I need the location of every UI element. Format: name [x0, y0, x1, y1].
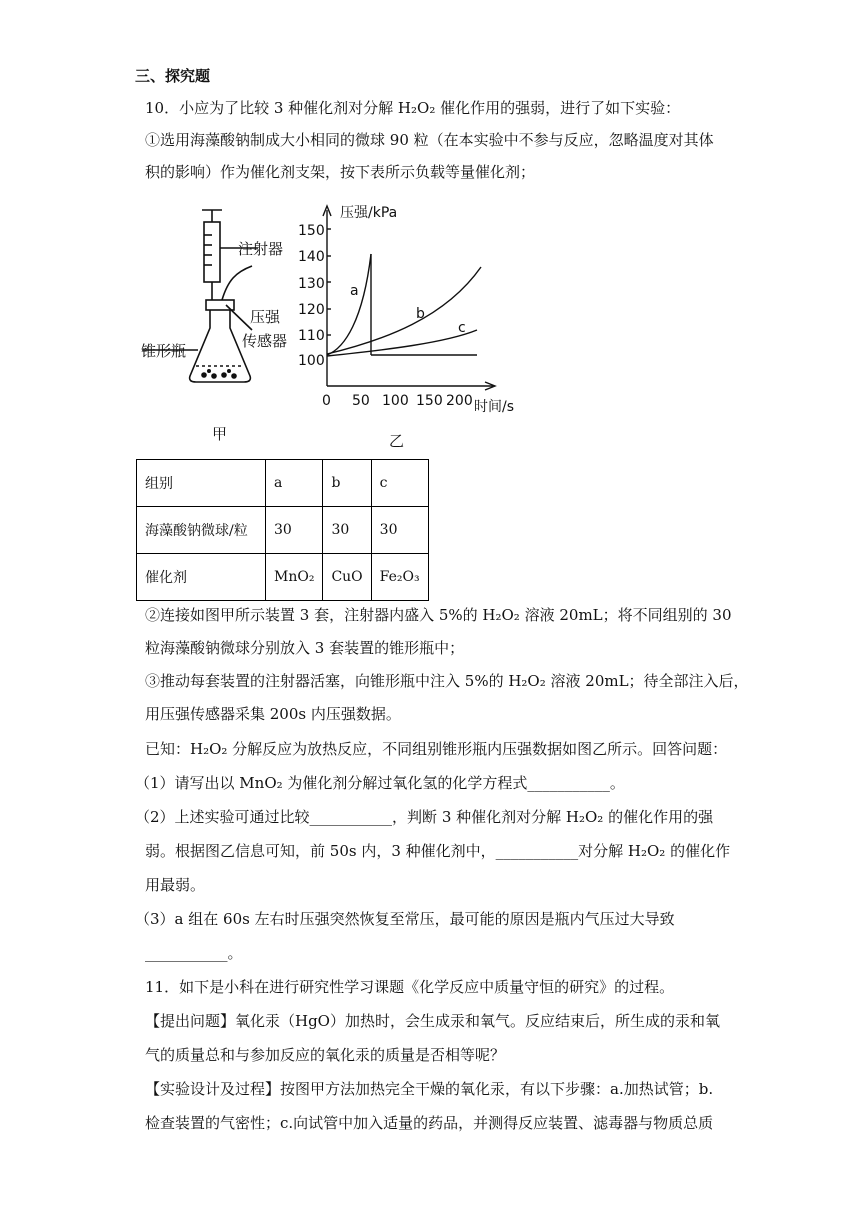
q10-intro: 10．小应为了比较 3 种催化剂对分解 H₂O₂ 催化作用的强弱，进行了如下实验：	[145, 99, 681, 117]
table-cell: 组别	[137, 460, 266, 507]
chart-ylabel: 压强/kPa	[340, 205, 398, 221]
xtick-50: 50	[352, 393, 370, 409]
q10-sub2-line3: 用最弱。	[145, 876, 206, 894]
table-row	[137, 554, 429, 601]
syringe-label: 注射器	[238, 240, 284, 258]
table-cell: 海藻酸钠微球/粒	[137, 507, 266, 554]
q10-sub2-line1: （2）上述实验可通过比较___________，判断 3 种催化剂对分解 H₂O₂ 的催化作用的强	[135, 808, 714, 826]
q10-step1-line2: 积的影响）作为催化剂支架，按下表所示负载等量催化剂；	[145, 163, 536, 181]
figure-jia-caption: 甲	[212, 425, 228, 443]
pressure-chart	[305, 200, 505, 420]
curve-label-c: c	[458, 320, 466, 336]
q11-p2-line1: 【实验设计及过程】按图甲方法加热完全干燥的氧化汞，有以下步骤：a.加热试管；b.	[145, 1080, 714, 1098]
table-cell: c	[371, 460, 428, 507]
ytick-140: 140	[298, 249, 325, 265]
table-cell: MnO₂	[266, 554, 323, 601]
sensor-label-1: 压强	[250, 308, 281, 326]
table-cell: 30	[371, 507, 428, 554]
curve-a	[327, 254, 371, 355]
ytick-120: 120	[298, 302, 325, 318]
section-title: 三、探究题	[135, 67, 211, 85]
table-row	[137, 460, 429, 507]
q10-step3-line1: ③推动每套装置的注射器活塞，向锥形瓶中注入 5%的 H₂O₂ 溶液 20mL；待全部注入后，	[145, 672, 749, 690]
curve-label-b: b	[416, 306, 425, 322]
sensor-label-2: 传感器	[242, 332, 288, 350]
q10-step3-line2: 用压强传感器采集 200s 内压强数据。	[145, 705, 401, 723]
ytick-130: 130	[298, 276, 325, 292]
q11-p1-line2: 气的质量总和与参加反应的氧化汞的质量是否相等呢？	[145, 1046, 506, 1064]
ytick-150: 150	[298, 223, 325, 239]
table-cell: 催化剂	[137, 554, 266, 601]
q11-p1-line1: 【提出问题】氧化汞（HgO）加热时，会生成汞和氧气。反应结束后，所生成的汞和氧	[145, 1012, 720, 1030]
q10-step1-line1: ①选用海藻酸钠制成大小相同的微球 90 粒（在本实验中不参与反应，忽略温度对其体	[145, 131, 714, 149]
chart-xlabel: 时间/s	[474, 399, 515, 415]
q10-step2-line1: ②连接如图甲所示装置 3 套，注射器内盛入 5%的 H₂O₂ 溶液 20mL；将不同组别的 30	[145, 606, 732, 624]
xtick-0: 0	[322, 393, 331, 409]
q10-step2-line2: 粒海藻酸钠微球分别放入 3 套装置的锥形瓶中；	[145, 639, 465, 657]
ytick-110: 110	[298, 328, 325, 344]
catalyst-table	[136, 459, 429, 601]
q10-sub3-line2: ___________。	[145, 944, 243, 962]
flask-label: 锥形瓶	[141, 342, 187, 360]
table-cell: a	[266, 460, 323, 507]
table-cell: 30	[266, 507, 323, 554]
table-row	[137, 507, 429, 554]
xtick-100: 100	[382, 393, 409, 409]
table-cell: CuO	[323, 554, 371, 601]
q10-sub1: （1）请写出以 MnO₂ 为催化剂分解过氧化氢的化学方程式___________。	[135, 774, 625, 792]
table-cell: 30	[323, 507, 371, 554]
q10-sub3-line1: （3）a 组在 60s 左右时压强突然恢复至常压，最可能的原因是瓶内气压过大导致	[135, 910, 675, 928]
q10-sub2-line2: 弱。根据图乙信息可知，前 50s 内，3 种催化剂中，___________对分解 H₂O₂ 的催化作	[145, 842, 731, 860]
xtick-150: 150	[416, 393, 443, 409]
table-cell: Fe₂O₃	[371, 554, 428, 601]
table-cell: b	[323, 460, 371, 507]
xtick-200: 200	[446, 393, 473, 409]
q11-intro: 11．如下是小科在进行研究性学习课题《化学反应中质量守恒的研究》的过程。	[145, 978, 675, 996]
curve-label-a: a	[350, 283, 359, 299]
ytick-100: 100	[298, 353, 325, 369]
q10-known: 已知：H₂O₂ 分解反应为放热反应，不同组别锥形瓶内压强数据如图乙所示。回答问题：	[145, 740, 728, 758]
figure-yi-caption: 乙	[389, 432, 405, 450]
q11-p2-line2: 检查装置的气密性；c.向试管中加入适量的药品，并测得反应装置、滤毒器与物质总质	[145, 1114, 714, 1132]
